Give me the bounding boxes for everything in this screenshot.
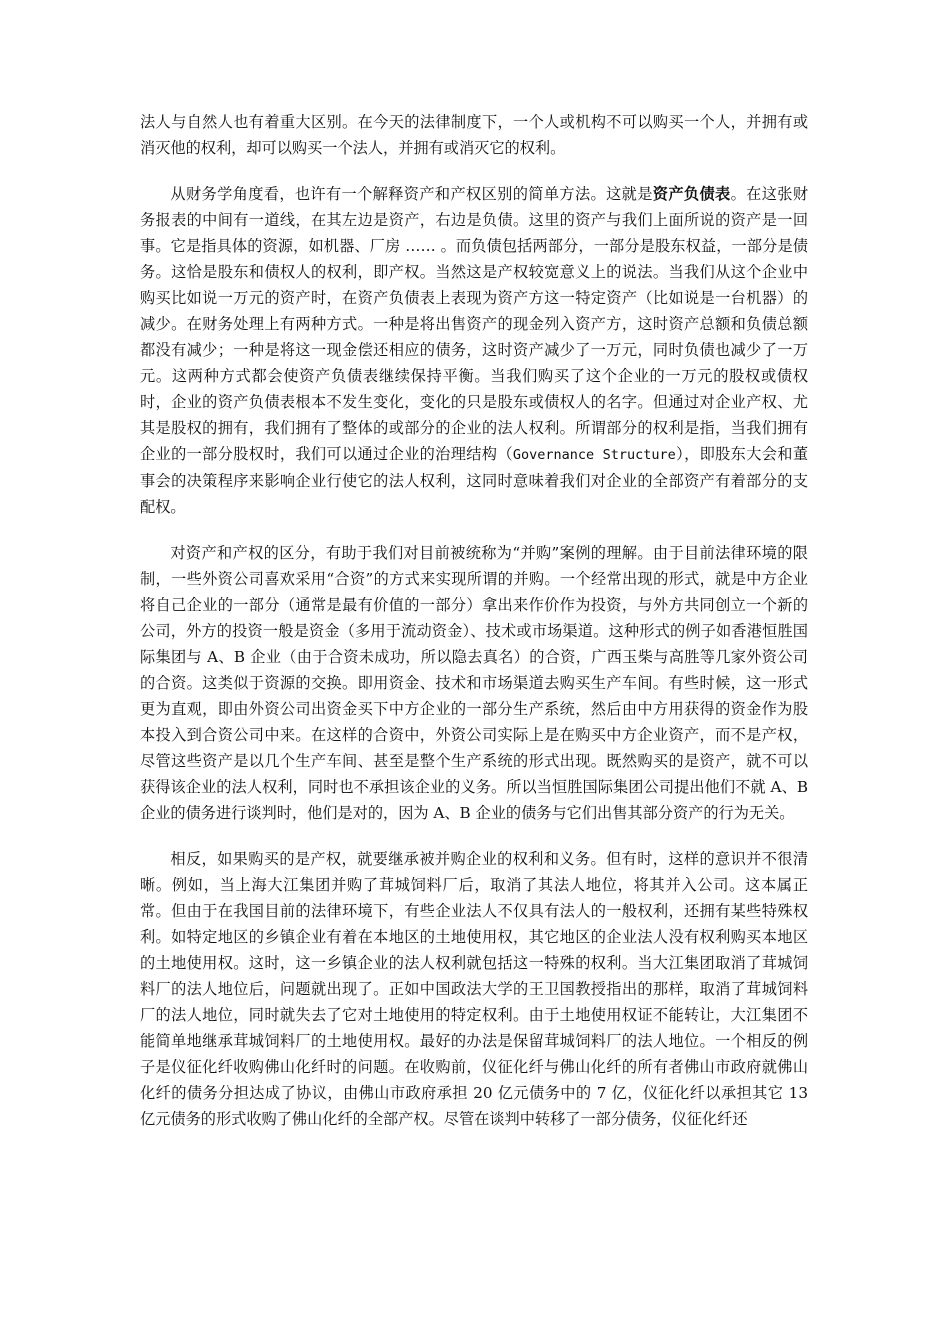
paragraph-text: 对资产和产权的区分，有助于我们对目前被统称为“并购”案例的理解。由于目前法律环境的限制，一些外资公司喜欢采用“合资”的方式来实现所谓的并购。一个经常出现的形式，就是中方企业将自己企业的一部分（通常是最有价值的一部分）拿出来作价作为投资，与外方共同创立一个新的公司，外方的投资一般是资金（多用于流动资金）、技术或市场渠道。这种形式的例子如香港恒胜国际集团与 A、B 企业（由于合资未成功，所以隐去真名）的合资，广西玉柴与高胜等几家外资公司的合资。这类似于资源的交换。即用资金、技术和市场渠道去购买生产车间。有些时候，这一形式更为直观，即由外资公司出资金买下中方企业的一部分生产系统，然后由中方用获得的资金作为股本投入到合资公司中来。在这样的合资中，外资公司实际上是在购买中方企业资产，而不是产权，尽管这些资产是以几个生产车间、甚至是整个生产系统的形式出现。既然购买的是资产，就不可以获得该企业的法人权利，同时也不承担该企业的义务。所以当恒胜国际集团公司提出他们不就 A、B 企业的债务进行谈判时，他们是对的，因为 A、B 企业的债务与它们出售其部分资产的行为无关。 — [140, 544, 808, 822]
paragraph-balance-sheet — [140, 181, 808, 520]
paragraph-gap — [140, 826, 808, 846]
bold-term-balance-sheet: 资产负债表 — [652, 185, 731, 203]
paragraph-gap — [140, 161, 808, 181]
paragraph-text: 。在这张财务报表的中间有一道线，在其左边是资产，右边是负债。这里的资产与我们上面所说的资产是一回事。它是指具体的资源，如机器、厂房 …… 。而负债包括两部分，一部分是股东权益，一部分是债务。这恰是股东和债权人的权利，即产权。当然这是产权较宽意义上的说法。当我们从这个企业中购买比如说一万元的资产时，在资产负债表上表现为资产方这一特定资产（比如说是一台机器）的减少。在财务处理上有两种方式。一种是将出售资产的现金列入资产方，这时资产总额和负债总额都没有减少；一种是将这一现金偿还相应的债务，这时资产减少了一万元，同时负债也减少了一万元。这两种方式都会使资产负债表继续保持平衡。当我们购买了这个企业的一万元的股权或债权时，企业的资产负债表根本不发生变化，变化的只是股东或债权人的名字。但通过对企业产权、尤其是股权的拥有，我们拥有了整体的或部分的企业的法人权利。所谓部分的权利是指，当我们拥有企业的一部分股权时，我们可以通过企业的治理结构（ — [140, 185, 809, 463]
paragraph-joint-venture — [140, 540, 808, 826]
paragraph-gap — [140, 520, 808, 540]
paragraph-text: 相反，如果购买的是产权，就要继承被并购企业的权利和义务。但有时，这样的意识并不很清晰。例如，当上海大江集团并购了茸城饲料厂后，取消了其法人地位，将其并入公司。这本属正常。但由于在我国目前的法律环境下，有些企业法人不仅具有法人的一般权利，还拥有某些特殊权利。如特定地区的乡镇企业有着在本地区的土地使用权，其它地区的企业法人没有权利购买本地区的土地使用权。这时，这一乡镇企业的法人权利就包括这一特殊的权利。当大江集团取消了茸城饲料厂的法人地位后，问题就出现了。正如中国政法大学的王卫国教授指出的那样，取消了茸城饲料厂的法人地位，同时就失去了它对土地使用的特定权利。由于土地使用权证不能转让，大江集团不能简单地继承茸城饲料厂的土地使用权。最好的办法是保留茸城饲料厂的法人地位。一个相反的例子是仪征化纤收购佛山化纤时的问题。在收购前，仪征化纤与佛山化纤的所有者佛山市政府就佛山化纤的债务分担达成了协议，由佛山市政府承担 20 亿元债务中的 7 亿，仪征化纤以承担其它 13 亿元债务的形式收购了佛山化纤的全部产权。尽管在谈判中转移了一部分债务，仪征化纤还 — [140, 850, 808, 1128]
paragraph-legal-person — [140, 109, 808, 161]
document-page — [140, 109, 808, 1132]
paragraph-text: ），即股东大会和董事会的决策程序来影响企业行使它的法人权利，这同时意味着我们对企业的全部资产有着部分的支配权。 — [140, 445, 809, 516]
paragraph-text: 从财务学角度看，也许有一个解释资产和产权区别的简单方法。这就是 — [170, 185, 653, 203]
paragraph-text: 法人与自然人也有着重大区别。在今天的法律制度下，一个人或机构不可以购买一个人，并拥有或消灭他的权利，却可以购买一个法人，并拥有或消灭它的权利。 — [140, 113, 808, 157]
paragraph-property-rights — [140, 846, 808, 1132]
english-term-governance-structure: Governance Structure — [512, 447, 676, 463]
